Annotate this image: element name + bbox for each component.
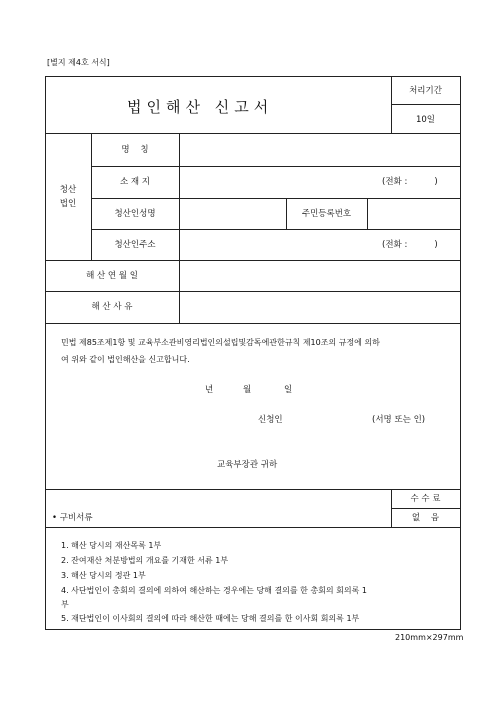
form-title: 법인해산 신고서 — [127, 98, 274, 116]
resident-number-label: 주민등록번호 — [301, 209, 352, 219]
liquidator-name-label: 청산인성명 — [114, 209, 156, 219]
dissolution-reason-label: 해 산 사 유 — [91, 302, 133, 312]
liquidation-corp-label-1: 청산 — [59, 185, 77, 195]
fee-value: 없 음 — [411, 513, 440, 523]
address-label: 소 재 지 — [119, 177, 151, 187]
liquidation-corp-label-2: 법인 — [59, 199, 77, 209]
processing-period-value: 10일 — [415, 115, 436, 125]
dissolution-date-label: 해 산 연 월 일 — [86, 271, 138, 281]
signature-note: (서명 또는 인) — [372, 415, 426, 425]
statement-line-2: 여 위와 같이 법인해산을 신고합니다. — [61, 355, 190, 364]
doc-item-1: 1. 해산 당시의 재산목록 1부 — [61, 541, 162, 550]
paper-size: 210mm×297mm — [395, 633, 464, 642]
dissolution-reason-field[interactable] — [180, 292, 459, 323]
date-year: 년 — [205, 385, 214, 395]
liquidator-address-label: 청산인주소 — [114, 240, 156, 250]
doc-item-4-cont: 부 — [61, 600, 69, 609]
addressee: 교육부장관 귀하 — [217, 460, 278, 470]
dissolution-date-field[interactable] — [180, 261, 459, 291]
doc-item-4: 4. 사단법인이 총회의 결의에 의하여 해산하는 경우에는 당해 결의를 한 총회의 회의록 1 — [61, 586, 367, 595]
address-phone: (전화 : ) — [382, 177, 438, 187]
date-day: 일 — [284, 385, 293, 395]
doc-item-5: 5. 재단법인이 이사회의 결의에 따라 해산한 때에는 당해 결의를 한 이사회 회의록 1부 — [61, 614, 360, 623]
statement-line-1: 민법 제85조제1항 및 교육부소관비영리법인의설립및감독에관한규칙 제10조의 규정에 의하 — [61, 338, 380, 347]
form-number-label: [별지 제4호 서식] — [47, 58, 110, 67]
applicant-label: 신청인 — [258, 415, 283, 425]
doc-item-3: 3. 해산 당시의 정관 1부 — [61, 571, 146, 580]
required-docs-heading: • 구비서류 — [52, 513, 93, 523]
corp-name-label: 명 칭 — [121, 145, 149, 155]
resident-number-field[interactable] — [368, 199, 459, 229]
date-month: 월 — [243, 385, 252, 395]
liquidator-phone: (전화 : ) — [382, 240, 438, 250]
processing-period-label: 처리기간 — [409, 86, 442, 96]
corp-name-field[interactable] — [180, 134, 459, 166]
fee-label: 수 수 료 — [410, 494, 441, 504]
doc-item-2: 2. 잔여재산 처분방법의 개요를 기재한 서류 1부 — [61, 556, 229, 565]
liquidator-name-field[interactable] — [180, 199, 286, 229]
